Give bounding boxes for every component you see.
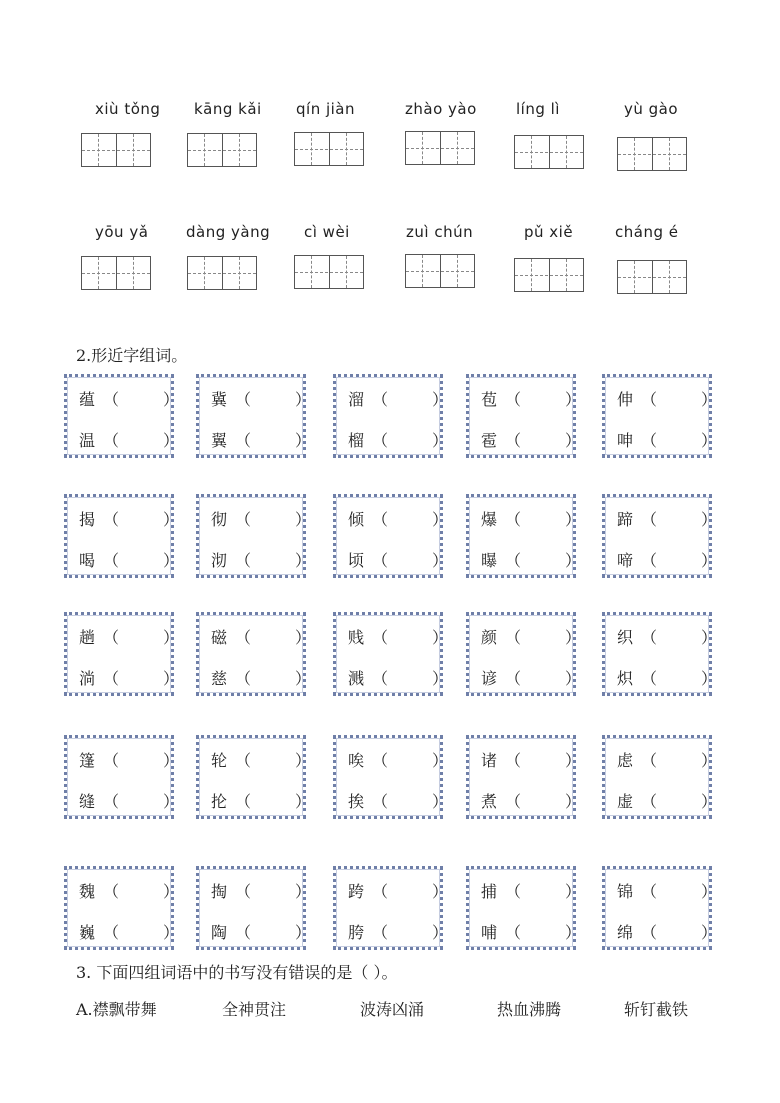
char-group-row[interactable] <box>79 548 180 571</box>
group-character: 溅 <box>348 669 365 688</box>
pinyin-label: xiù tǒng <box>95 100 161 118</box>
char-group-row[interactable] <box>211 666 312 689</box>
char-group-row[interactable] <box>348 879 449 902</box>
group-character: 彻 <box>211 510 228 529</box>
char-group-row[interactable] <box>617 920 718 943</box>
answer-paren-close: ） <box>432 751 449 770</box>
answer-paren-open: （ <box>235 551 252 570</box>
char-group-row[interactable] <box>79 507 180 530</box>
writing-grid[interactable] <box>294 255 364 289</box>
answer-paren-close: ） <box>432 551 449 570</box>
char-group-row[interactable] <box>617 548 718 571</box>
group-character: 虚 <box>617 792 634 811</box>
answer-paren-open: （ <box>505 628 522 647</box>
answer-paren-close: ） <box>432 510 449 529</box>
char-group-row[interactable] <box>617 879 718 902</box>
char-group-row[interactable] <box>211 625 312 648</box>
answer-paren-open: （ <box>235 390 252 409</box>
answer-paren-open: （ <box>372 751 389 770</box>
answer-paren-close: ） <box>163 431 180 450</box>
writing-grid[interactable] <box>187 133 257 167</box>
char-group-box <box>602 866 718 950</box>
writing-grid[interactable] <box>405 254 475 288</box>
group-character: 磁 <box>211 628 228 647</box>
pinyin-label: yù gào <box>624 100 679 118</box>
char-group-box <box>602 494 718 578</box>
answer-paren-close: ） <box>432 390 449 409</box>
answer-paren-open: （ <box>372 628 389 647</box>
group-character: 跨 <box>348 882 365 901</box>
char-group-row[interactable] <box>617 789 718 812</box>
answer-paren-close: ） <box>701 792 718 811</box>
char-group-row[interactable] <box>79 920 180 943</box>
answer-paren-close: ） <box>432 431 449 450</box>
answer-paren-close: ） <box>163 551 180 570</box>
answer-paren-close: ） <box>163 628 180 647</box>
char-group-row[interactable] <box>348 387 449 410</box>
option-1[interactable]: A.襟飘带舞 <box>76 1000 157 1019</box>
answer-paren-open: （ <box>372 792 389 811</box>
char-group-row[interactable] <box>348 789 449 812</box>
answer-paren-open: （ <box>505 923 522 942</box>
answer-paren-close: ） <box>701 551 718 570</box>
writing-grid[interactable] <box>514 135 584 169</box>
answer-paren-close: ） <box>432 923 449 942</box>
option-5[interactable]: 斩钉截铁 <box>624 1000 689 1019</box>
group-character: 绵 <box>617 923 634 942</box>
answer-paren-close: ） <box>295 390 312 409</box>
answer-paren-open: （ <box>641 882 658 901</box>
char-group-box <box>64 735 180 819</box>
answer-paren-close: ） <box>163 510 180 529</box>
answer-paren-open: （ <box>235 669 252 688</box>
char-group-box <box>333 735 449 819</box>
answer-paren-open: （ <box>372 551 389 570</box>
group-character: 喝 <box>79 551 96 570</box>
group-character: 贱 <box>348 628 365 647</box>
char-group-row[interactable] <box>481 548 582 571</box>
answer-paren-open: （ <box>235 923 252 942</box>
pinyin-label: qín jiàn <box>296 100 355 118</box>
group-character: 冀 <box>211 390 228 409</box>
char-group-row[interactable] <box>348 920 449 943</box>
answer-paren-open: （ <box>372 923 389 942</box>
answer-paren-close: ） <box>295 751 312 770</box>
answer-paren-close: ） <box>432 792 449 811</box>
answer-paren-open: （ <box>235 628 252 647</box>
char-group-box <box>602 735 718 819</box>
answer-paren-close: ） <box>565 882 582 901</box>
pinyin-label: pǔ xiě <box>524 223 574 241</box>
char-group-row[interactable] <box>211 507 312 530</box>
char-group-row[interactable] <box>211 789 312 812</box>
answer-paren-close: ） <box>565 669 582 688</box>
answer-paren-close: ） <box>565 923 582 942</box>
option-4[interactable]: 热血沸腾 <box>497 1000 562 1019</box>
answer-paren-close: ） <box>565 628 582 647</box>
char-group-box <box>466 494 582 578</box>
writing-grid[interactable] <box>81 256 151 290</box>
answer-paren-close: ） <box>295 551 312 570</box>
answer-paren-close: ） <box>163 669 180 688</box>
group-character: 锦 <box>617 882 634 901</box>
char-group-box <box>333 494 449 578</box>
option-2[interactable]: 全神贯注 <box>222 1000 287 1019</box>
answer-paren-close: ） <box>432 882 449 901</box>
answer-paren-close: ） <box>432 669 449 688</box>
char-group-row[interactable] <box>481 625 582 648</box>
group-character: 缝 <box>79 792 96 811</box>
answer-paren-close: ） <box>565 792 582 811</box>
answer-paren-close: ） <box>295 882 312 901</box>
char-group-row[interactable] <box>348 428 449 451</box>
writing-grid[interactable] <box>617 260 687 294</box>
answer-paren-open: （ <box>641 431 658 450</box>
group-character: 织 <box>617 628 634 647</box>
group-character: 顷 <box>348 551 365 570</box>
answer-paren-open: （ <box>235 431 252 450</box>
char-group-row[interactable] <box>617 748 718 771</box>
answer-paren-open: （ <box>641 923 658 942</box>
writing-grid[interactable] <box>514 258 584 292</box>
answer-paren-close: ） <box>295 431 312 450</box>
pinyin-label: zuì chún <box>406 223 474 241</box>
group-character: 爆 <box>481 510 498 529</box>
answer-paren-close: ） <box>163 882 180 901</box>
answer-paren-open: （ <box>372 669 389 688</box>
char-group-box <box>196 494 312 578</box>
group-character: 蕴 <box>79 390 96 409</box>
pinyin-label: kāng kǎi <box>194 100 262 118</box>
char-group-box <box>466 612 582 696</box>
char-group-row[interactable] <box>211 920 312 943</box>
char-group-row[interactable] <box>617 625 718 648</box>
group-character: 温 <box>79 431 96 450</box>
char-group-row[interactable] <box>211 387 312 410</box>
pinyin-label: zhào yào <box>405 100 477 118</box>
group-character: 倾 <box>348 510 365 529</box>
answer-paren-close: ） <box>701 390 718 409</box>
writing-grid[interactable] <box>81 133 151 167</box>
section-2-title: 2.形近字组词。 <box>76 346 188 365</box>
group-character: 伸 <box>617 390 634 409</box>
answer-paren-open: （ <box>235 510 252 529</box>
group-character: 掏 <box>211 882 228 901</box>
char-group-row[interactable] <box>79 789 180 812</box>
char-group-box <box>64 612 180 696</box>
answer-paren-open: （ <box>641 510 658 529</box>
question-3-stem: 3. 下面四组词语中的书写没有错误的是（ ）。 <box>76 963 398 982</box>
char-group-row[interactable] <box>348 548 449 571</box>
answer-paren-open: （ <box>235 792 252 811</box>
answer-paren-open: （ <box>505 431 522 450</box>
answer-paren-close: ） <box>163 792 180 811</box>
answer-paren-close: ） <box>295 923 312 942</box>
answer-paren-close: ） <box>701 882 718 901</box>
group-character: 呻 <box>617 431 634 450</box>
answer-paren-close: ） <box>565 431 582 450</box>
answer-paren-open: （ <box>505 510 522 529</box>
group-character: 挨 <box>348 792 365 811</box>
char-group-row[interactable] <box>481 428 582 451</box>
writing-grid[interactable] <box>617 137 687 171</box>
option-3[interactable]: 波涛凶涌 <box>360 1000 425 1019</box>
char-group-box <box>466 735 582 819</box>
group-character: 煮 <box>481 792 498 811</box>
group-character: 捕 <box>481 882 498 901</box>
group-character: 炽 <box>617 669 634 688</box>
group-character: 雹 <box>481 431 498 450</box>
answer-paren-close: ） <box>565 510 582 529</box>
group-character: 颜 <box>481 628 498 647</box>
char-group-row[interactable] <box>211 748 312 771</box>
char-group-row[interactable] <box>617 387 718 410</box>
char-group-box <box>602 374 718 458</box>
char-group-box <box>333 374 449 458</box>
answer-paren-close: ） <box>565 390 582 409</box>
char-group-box <box>466 374 582 458</box>
char-group-row[interactable] <box>481 920 582 943</box>
answer-paren-open: （ <box>103 923 120 942</box>
group-character: 篷 <box>79 751 96 770</box>
answer-paren-open: （ <box>641 751 658 770</box>
answer-paren-open: （ <box>103 510 120 529</box>
char-group-box <box>196 866 312 950</box>
writing-grid[interactable] <box>294 132 364 166</box>
answer-paren-open: （ <box>505 669 522 688</box>
char-group-row[interactable] <box>211 879 312 902</box>
group-character: 唉 <box>348 751 365 770</box>
answer-paren-open: （ <box>505 792 522 811</box>
char-group-row[interactable] <box>348 748 449 771</box>
group-character: 曝 <box>481 551 498 570</box>
char-group-row[interactable] <box>617 507 718 530</box>
answer-paren-open: （ <box>372 510 389 529</box>
char-group-row[interactable] <box>79 666 180 689</box>
char-group-row[interactable] <box>348 625 449 648</box>
answer-paren-open: （ <box>235 882 252 901</box>
answer-paren-close: ） <box>163 390 180 409</box>
char-group-row[interactable] <box>348 666 449 689</box>
pinyin-label: cì wèi <box>304 223 350 241</box>
char-group-box <box>64 866 180 950</box>
char-group-row[interactable] <box>348 507 449 530</box>
char-group-box <box>333 612 449 696</box>
group-character: 陶 <box>211 923 228 942</box>
group-character: 淌 <box>79 669 96 688</box>
char-group-row[interactable] <box>481 789 582 812</box>
pinyin-label: yōu yǎ <box>95 223 149 241</box>
writing-grid[interactable] <box>187 256 257 290</box>
answer-paren-open: （ <box>103 431 120 450</box>
answer-paren-open: （ <box>372 431 389 450</box>
answer-paren-open: （ <box>103 390 120 409</box>
char-group-box <box>333 866 449 950</box>
pinyin-label: líng lì <box>516 100 560 118</box>
answer-paren-close: ） <box>163 923 180 942</box>
answer-paren-open: （ <box>641 628 658 647</box>
answer-paren-close: ） <box>701 510 718 529</box>
answer-paren-open: （ <box>641 551 658 570</box>
group-character: 溜 <box>348 390 365 409</box>
char-group-row[interactable] <box>79 387 180 410</box>
char-group-box <box>196 612 312 696</box>
group-character: 胯 <box>348 923 365 942</box>
char-group-box <box>64 494 180 578</box>
char-group-row[interactable] <box>211 548 312 571</box>
char-group-row[interactable] <box>79 879 180 902</box>
group-character: 蹄 <box>617 510 634 529</box>
answer-paren-open: （ <box>505 390 522 409</box>
answer-paren-open: （ <box>641 792 658 811</box>
group-character: 慈 <box>211 669 228 688</box>
group-character: 趟 <box>79 628 96 647</box>
group-character: 巍 <box>79 923 96 942</box>
answer-paren-close: ） <box>295 510 312 529</box>
group-character: 苞 <box>481 390 498 409</box>
char-group-box <box>602 612 718 696</box>
answer-paren-close: ） <box>701 628 718 647</box>
answer-paren-open: （ <box>103 792 120 811</box>
group-character: 虑 <box>617 751 634 770</box>
answer-paren-open: （ <box>103 882 120 901</box>
answer-paren-open: （ <box>505 551 522 570</box>
group-character: 诸 <box>481 751 498 770</box>
char-group-row[interactable] <box>211 428 312 451</box>
group-character: 翼 <box>211 431 228 450</box>
answer-paren-close: ） <box>295 628 312 647</box>
char-group-box <box>196 735 312 819</box>
answer-paren-close: ） <box>565 751 582 770</box>
char-group-row[interactable] <box>79 625 180 648</box>
answer-paren-close: ） <box>163 751 180 770</box>
pinyin-label: dàng yàng <box>186 223 271 241</box>
answer-paren-close: ） <box>432 628 449 647</box>
char-group-row[interactable] <box>617 666 718 689</box>
group-character: 啼 <box>617 551 634 570</box>
answer-paren-open: （ <box>103 628 120 647</box>
answer-paren-open: （ <box>235 751 252 770</box>
answer-paren-open: （ <box>372 882 389 901</box>
char-group-box <box>466 866 582 950</box>
group-character: 哺 <box>481 923 498 942</box>
char-group-row[interactable] <box>481 748 582 771</box>
answer-paren-open: （ <box>505 751 522 770</box>
group-character: 榴 <box>348 431 365 450</box>
answer-paren-open: （ <box>641 669 658 688</box>
group-character: 抡 <box>211 792 228 811</box>
group-character: 谚 <box>481 669 498 688</box>
group-character: 轮 <box>211 751 228 770</box>
answer-paren-close: ） <box>701 923 718 942</box>
answer-paren-close: ） <box>295 792 312 811</box>
char-group-row[interactable] <box>79 748 180 771</box>
answer-paren-open: （ <box>372 390 389 409</box>
answer-paren-close: ） <box>565 551 582 570</box>
char-group-row[interactable] <box>481 387 582 410</box>
group-character: 揭 <box>79 510 96 529</box>
answer-paren-open: （ <box>641 390 658 409</box>
char-group-box <box>64 374 180 458</box>
char-group-row[interactable] <box>481 879 582 902</box>
pinyin-label: cháng é <box>615 223 679 241</box>
char-group-row[interactable] <box>617 428 718 451</box>
answer-paren-close: ） <box>701 431 718 450</box>
group-character: 魏 <box>79 882 96 901</box>
group-character: 沏 <box>211 551 228 570</box>
char-group-row[interactable] <box>481 666 582 689</box>
answer-paren-open: （ <box>103 751 120 770</box>
answer-paren-close: ） <box>701 751 718 770</box>
answer-paren-open: （ <box>505 882 522 901</box>
answer-paren-close: ） <box>701 669 718 688</box>
answer-paren-open: （ <box>103 551 120 570</box>
char-group-row[interactable] <box>481 507 582 530</box>
char-group-box <box>196 374 312 458</box>
writing-grid[interactable] <box>405 131 475 165</box>
char-group-row[interactable] <box>79 428 180 451</box>
answer-paren-open: （ <box>103 669 120 688</box>
answer-paren-close: ） <box>295 669 312 688</box>
